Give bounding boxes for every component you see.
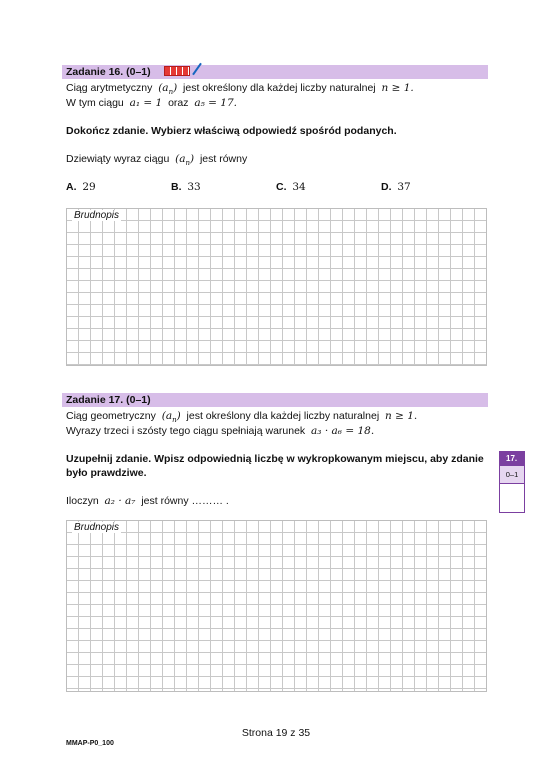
- option-value: 33: [187, 181, 201, 193]
- option-letter: B.: [171, 181, 182, 193]
- task17-line2-cond: a₃ · a₆ = 18.: [311, 425, 375, 437]
- score-task-number: [499, 451, 525, 466]
- task17-question-pre: Iloczyn: [66, 495, 99, 507]
- task17-answer-blank[interactable]: jest równy ……… .: [141, 495, 229, 507]
- option-letter: D.: [381, 181, 392, 193]
- page-number: Strona 19 z 35: [241, 727, 311, 739]
- score-entry-box[interactable]: [499, 483, 525, 513]
- task16-a5: a₅ = 17.: [194, 97, 238, 109]
- task16-statement-line1: [66, 82, 414, 96]
- score-points-range: [499, 466, 525, 483]
- scratch-label: Brudnopis: [74, 210, 120, 221]
- option-value: 29: [82, 181, 96, 193]
- task17-header: [62, 393, 488, 407]
- task17-question-expr: a₂ · a₇: [104, 495, 136, 507]
- score-points-text: 0–1: [505, 470, 519, 479]
- task16-statement-line2: [66, 97, 237, 109]
- task17-instruction-line1: Uzupełnij zdanie. Wpisz odpowiednią liczbę w wykropkowanym miejscu, aby zdanie: [66, 453, 484, 465]
- task17-line2-pre: Wyrazy trzeci i szósty tego ciągu spełniają warunek: [66, 425, 306, 437]
- task16-seq-symbol: $(a_n)$: [158, 82, 178, 97]
- task16-line1-mid: jest określony dla każdej liczby naturalnej: [183, 82, 376, 94]
- task16-option-c[interactable]: [276, 181, 306, 193]
- task16-question-post: jest równy: [199, 153, 248, 165]
- task16-title: Zadanie 16. (0–1): [66, 66, 151, 78]
- scratch-label: Brudnopis: [74, 522, 120, 533]
- task17-line1-pre: Ciąg geometryczny: [66, 410, 156, 422]
- tablet-pen-icon: [164, 66, 190, 76]
- task17-scratch-grid[interactable]: [66, 520, 487, 692]
- task17-statement-line1: [66, 410, 417, 424]
- task16-line1-cond: n ≥ 1.: [381, 82, 414, 94]
- task17-instruction-line2: było prawdziwe.: [66, 467, 147, 479]
- task16-question-seq: $(a_n)$: [175, 153, 195, 168]
- exam-code: MMAP-P0_100: [66, 740, 114, 747]
- task16-line2-pre: W tym ciągu: [66, 97, 124, 109]
- task17-title: Zadanie 17. (0–1): [66, 394, 151, 406]
- task16-option-b[interactable]: [171, 181, 201, 193]
- task16-header: [62, 65, 488, 79]
- task17-line1-mid: jest określony dla każdej liczby naturalnej: [186, 410, 380, 422]
- option-letter: C.: [276, 181, 287, 193]
- task17-question: [66, 495, 229, 507]
- task16-option-d[interactable]: [381, 181, 411, 193]
- task16-a1: a₁ = 1: [129, 97, 163, 109]
- task16-line1-pre: Ciąg arytmetyczny: [66, 82, 153, 94]
- task16-and: oraz: [168, 97, 189, 109]
- option-value: 37: [397, 181, 411, 193]
- option-letter: A.: [66, 181, 77, 193]
- task16-scratch-grid[interactable]: [66, 208, 487, 366]
- task16-option-a[interactable]: [66, 181, 96, 193]
- task17-seq-symbol: $(a_n)$: [161, 410, 181, 425]
- task17-line1-cond: n ≥ 1.: [385, 410, 418, 422]
- task17-statement-line2: [66, 425, 374, 437]
- task16-question: [66, 153, 247, 167]
- score-task-number-text: 17.: [506, 454, 518, 463]
- option-value: 34: [292, 181, 306, 193]
- task16-question-pre: Dziewiąty wyraz ciągu: [66, 153, 170, 165]
- task16-instruction: Dokończ zdanie. Wybierz właściwą odpowiedź spośród podanych.: [66, 125, 397, 137]
